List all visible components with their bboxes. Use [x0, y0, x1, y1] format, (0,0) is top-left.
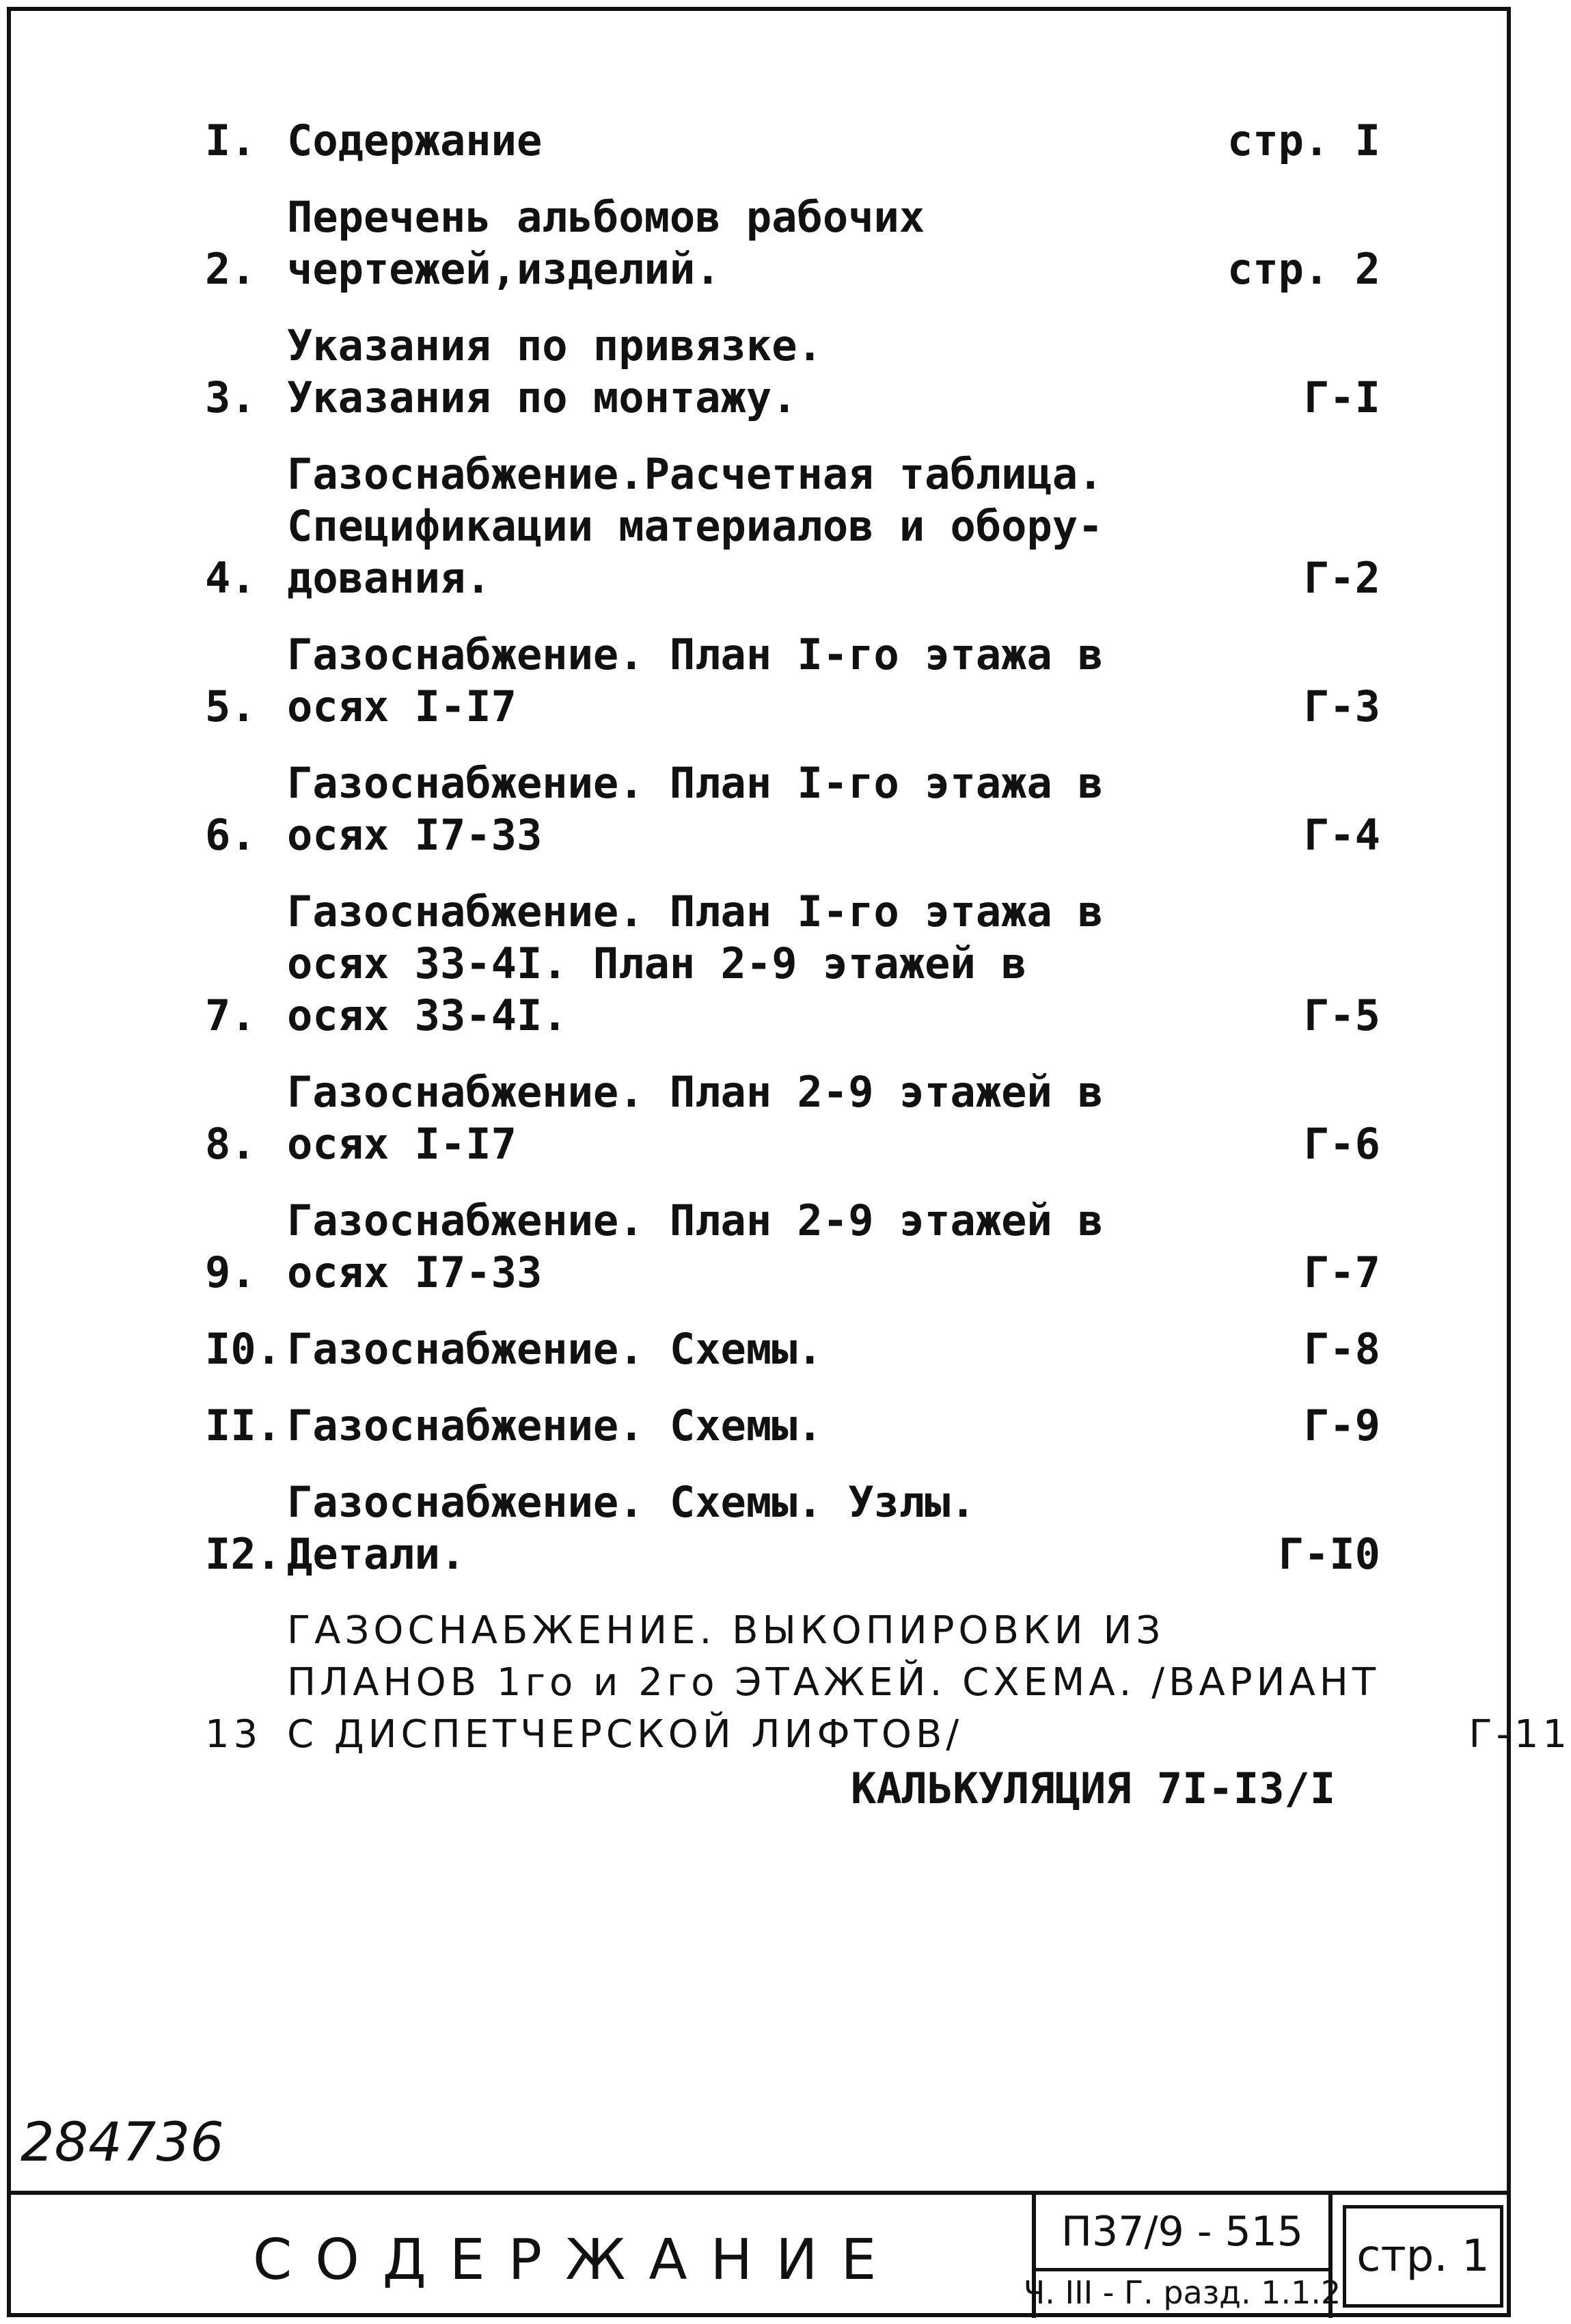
toc-number: 7. [205, 990, 256, 1040]
toc-title-line: Газоснабжение. План I-го этажа в [287, 630, 1104, 679]
toc-title-line: осях 33-4I. План 2-9 этажей в [287, 938, 1027, 988]
toc-title [287, 757, 1189, 861]
toc-title-line: С ДИСПЕТЧЕРСКОЙ ЛИФТОВ/ [287, 1712, 964, 1757]
toc-title-line: дования. [287, 553, 491, 603]
toc-row [205, 320, 1380, 424]
toc-row [205, 448, 1380, 604]
toc-title-line: осях I-I7 [287, 1119, 517, 1169]
toc-row [205, 191, 1380, 295]
toc-row [205, 1323, 1380, 1375]
toc-title-line: Газоснабжение. План I-го этажа в [287, 758, 1104, 808]
document-title: СОДЕРЖАНИЕ [253, 2228, 900, 2293]
toc-title-line: осях I7-33 [287, 1247, 543, 1297]
toc-title [287, 629, 1189, 733]
toc-number: I0. [205, 1324, 282, 1374]
toc-number: 3. [205, 373, 256, 422]
toc-number: 6. [205, 810, 256, 860]
toc-title [287, 1066, 1189, 1170]
toc-number: II. [205, 1401, 282, 1450]
toc-title-line: Газоснабжение. План 2-9 этажей в [287, 1195, 1104, 1245]
toc-row [205, 757, 1380, 861]
toc-page: Г-5 [1304, 990, 1380, 1040]
toc-title-line: Спецификации материалов и обору- [287, 501, 1104, 551]
title-block [7, 2191, 1511, 2317]
toc-number: 8. [205, 1119, 256, 1169]
document-code-box [1023, 2195, 1341, 2318]
toc-row [205, 1066, 1380, 1170]
toc-number: 5. [205, 681, 256, 731]
toc-number: 13 [205, 1712, 262, 1757]
toc-row [205, 115, 1380, 167]
toc-title-line: осях I-I7 [287, 681, 517, 731]
toc-page: стр. I [1227, 116, 1380, 165]
sheet-number: стр. 1 [1343, 2205, 1503, 2308]
toc-number: I2. [205, 1529, 282, 1579]
toc-page: стр. 2 [1227, 244, 1380, 294]
toc-title-line: Содержание [287, 116, 543, 165]
toc-title-line: чертежей,изделий. [287, 244, 721, 294]
toc-title-line: ПЛАНОВ 1го и 2го ЭТАЖЕЙ. СХЕМА. /ВАРИАНТ [287, 1660, 1380, 1705]
toc-number: I. [205, 116, 256, 165]
toc-title-line: Детали. [287, 1529, 466, 1579]
toc-page: Г-2 [1304, 553, 1380, 603]
toc-title [287, 1605, 1380, 1761]
toc-title-line: Газоснабжение. План I-го этажа в [287, 887, 1104, 936]
toc-title [287, 1195, 1189, 1299]
toc-page: Г-7 [1304, 1247, 1380, 1297]
toc-title-line: Газоснабжение. Схемы. Узлы. [287, 1477, 976, 1527]
toc-number: 9. [205, 1247, 256, 1297]
toc-title-line: Газоснабжение. Схемы. [287, 1324, 823, 1374]
toc-title [287, 320, 1189, 424]
toc-title-line: осях 33-4I. [287, 990, 568, 1040]
toc-number: 2. [205, 244, 256, 294]
toc-number: 4. [205, 553, 256, 603]
toc-row [205, 886, 1380, 1042]
toc-title [287, 115, 1189, 167]
toc-row [205, 1476, 1380, 1580]
toc-title-line: осях I7-33 [287, 810, 543, 860]
toc-title-line: Перечень альбомов рабочих [287, 192, 925, 242]
document-section: Ч. III - Г. разд. 1.1.2 [1023, 2274, 1341, 2311]
toc-title-line: ГАЗОСНАБЖЕНИЕ. ВЫКОПИРОВКИ ИЗ [287, 1608, 1165, 1653]
toc-title [287, 1476, 1189, 1580]
toc-page: Г-6 [1304, 1119, 1380, 1169]
toc-page: Г-3 [1304, 681, 1380, 731]
toc-page: Г-9 [1304, 1401, 1380, 1450]
toc-row [205, 1195, 1380, 1299]
toc-title-line: Указания по монтажу. [287, 373, 797, 422]
toc-title [287, 448, 1189, 604]
toc-page: Г-I [1304, 373, 1380, 422]
inventory-number: 284736 [21, 2112, 224, 2174]
toc-title [287, 886, 1189, 1042]
toc-title-line: Указания по привязке. [287, 321, 823, 370]
toc-page: Г-4 [1304, 810, 1380, 860]
toc-title-line: Газоснабжение.Расчетная таблица. [287, 449, 1104, 499]
table-of-contents [205, 115, 1571, 1785]
toc-page: Г-I0 [1278, 1529, 1380, 1579]
toc-page: Г-8 [1304, 1324, 1380, 1374]
calculation-reference: КАЛЬКУЛЯЦИЯ 7I-I3/I [851, 1764, 1336, 1813]
toc-row-handwritten [205, 1605, 1571, 1761]
toc-row [205, 629, 1380, 733]
toc-title-line: Газоснабжение. Схемы. [287, 1401, 823, 1450]
toc-row [205, 1400, 1380, 1452]
toc-title [287, 1323, 1189, 1375]
toc-page: Г-11 [1468, 1712, 1571, 1757]
document-code: П37/9 - 515 [1036, 2195, 1328, 2271]
toc-title [287, 191, 1189, 295]
toc-title-line: Газоснабжение. План 2-9 этажей в [287, 1067, 1104, 1117]
toc-title [287, 1400, 1189, 1452]
